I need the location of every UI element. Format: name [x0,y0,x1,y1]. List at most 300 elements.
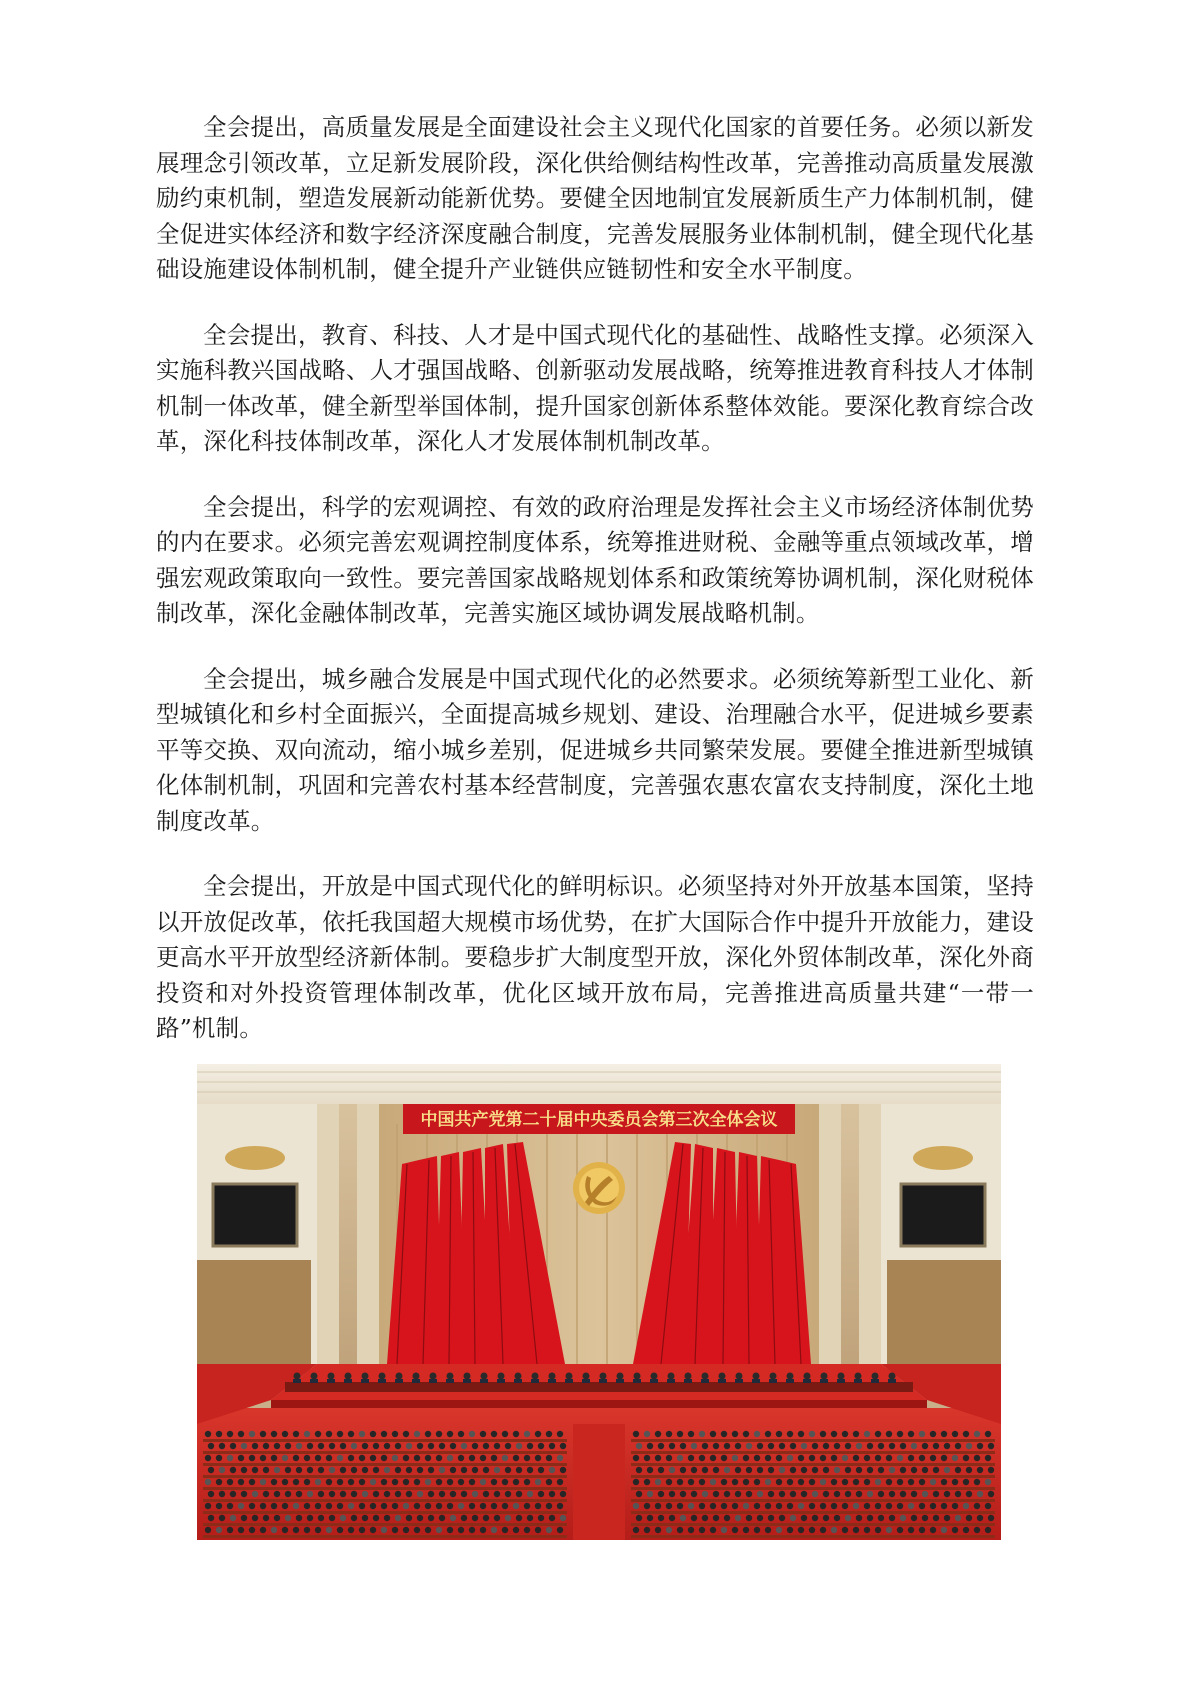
audience-member [373,1491,379,1497]
audience-member [381,1431,387,1437]
presidium-member [838,1373,845,1380]
audience-member [527,1515,533,1521]
audience-member [483,1443,489,1449]
presidium-member-body [344,1379,352,1383]
audience-member [249,1479,255,1485]
audience-member [765,1431,771,1437]
audience-member [527,1491,533,1497]
audience-member [469,1431,475,1437]
audience-member [414,1503,420,1509]
audience-member [392,1503,398,1509]
presidium-member [617,1373,624,1380]
audience-member [636,1443,642,1449]
audience-member [546,1527,552,1533]
audience-member [757,1515,763,1521]
audience-member [461,1443,467,1449]
audience-desk [631,1535,995,1538]
audience-member [710,1455,716,1461]
presidium-member [583,1373,590,1380]
presidium-member-body [667,1379,675,1383]
audience-desk [203,1451,567,1454]
presidium-member [532,1373,539,1380]
audience-member [853,1503,859,1509]
audience-member [285,1467,291,1473]
audience-member [392,1431,398,1437]
audience-member [285,1443,291,1449]
audience-member [988,1467,994,1473]
audience-member [436,1503,442,1509]
audience-member [227,1503,233,1509]
audience-desk [631,1511,995,1514]
audience-member [930,1455,936,1461]
audience-member [886,1527,892,1533]
audience-member [296,1443,302,1449]
audience-member [403,1527,409,1533]
audience-member [977,1443,983,1449]
audience-member [985,1527,991,1533]
audience-desk [631,1475,995,1478]
audience-member [351,1515,357,1521]
audience-member [535,1503,541,1509]
audience-member [315,1431,321,1437]
audience-member [688,1479,694,1485]
presidium-member [328,1373,335,1380]
audience-member [713,1515,719,1521]
audience-member [933,1491,939,1497]
audience-member [636,1515,642,1521]
audience-member [227,1479,233,1485]
audience-member [919,1431,925,1437]
audience-member [856,1491,862,1497]
audience-member [831,1455,837,1461]
audience-member [735,1491,741,1497]
audience-member [974,1455,980,1461]
audience-member [403,1479,409,1485]
audience-member [845,1515,851,1521]
audience-member [691,1467,697,1473]
audience-member [867,1443,873,1449]
audience-member [699,1455,705,1461]
audience-member [417,1467,423,1473]
presidium-member [872,1373,879,1380]
audience-member [307,1491,313,1497]
audience-member [952,1431,958,1437]
audience-member [230,1491,236,1497]
audience-member [823,1443,829,1449]
audience-member [384,1467,390,1473]
audience-member [370,1455,376,1461]
audience-member [889,1443,895,1449]
presidium-member [702,1373,709,1380]
audience-member [205,1455,211,1461]
audience-member [933,1467,939,1473]
audience-member [864,1527,870,1533]
audience-member [952,1479,958,1485]
audience-member [985,1455,991,1461]
audience-member [831,1527,837,1533]
audience-member [878,1491,884,1497]
audience-member [680,1491,686,1497]
audience-member [702,1491,708,1497]
audience-member [856,1443,862,1449]
audience-member [351,1443,357,1449]
audience-member [955,1443,961,1449]
presidium-member-body [650,1379,658,1383]
audience-member [963,1527,969,1533]
presidium-member-body [497,1379,505,1383]
audience-member [293,1431,299,1437]
audience-member [326,1455,332,1461]
audience-member [329,1491,335,1497]
presidium-member [651,1373,658,1380]
audience-member [337,1479,343,1485]
audience-member [315,1455,321,1461]
audience-member [472,1467,478,1473]
audience-member [834,1515,840,1521]
audience-member [340,1443,346,1449]
audience-member [823,1467,829,1473]
audience-member [765,1503,771,1509]
audience-member [688,1503,694,1509]
audience-member [230,1443,236,1449]
audience-member [699,1527,705,1533]
audience-member [688,1431,694,1437]
audience-member [831,1431,837,1437]
audience-member [238,1503,244,1509]
audience-member [842,1503,848,1509]
audience-member [798,1431,804,1437]
audience-member [922,1443,928,1449]
audience-member [647,1443,653,1449]
audience-member [691,1491,697,1497]
audience-member [494,1515,500,1521]
audience-member [691,1515,697,1521]
audience-member [241,1515,247,1521]
audience-member [395,1467,401,1473]
presidium-member [549,1373,556,1380]
audience-member [329,1515,335,1521]
audience-member [307,1467,313,1473]
audience-member [337,1455,343,1461]
audience-member [655,1431,661,1437]
audience-member [406,1491,412,1497]
audience-member [491,1527,497,1533]
audience-member [216,1455,222,1461]
audience-member [864,1431,870,1437]
audience-member [677,1479,683,1485]
audience-member [395,1515,401,1521]
audience-member [513,1503,519,1509]
audience-desk [631,1451,995,1454]
audience-member [856,1467,862,1473]
audience-member [304,1431,310,1437]
audience-member [505,1443,511,1449]
audience-member [669,1515,675,1521]
audience-member [985,1503,991,1509]
audience-member [362,1491,368,1497]
audience-member [450,1491,456,1497]
audience-member [952,1527,958,1533]
audience-member [875,1455,881,1461]
audience-member [878,1515,884,1521]
audience-member [812,1467,818,1473]
audience-member [644,1527,650,1533]
audience-member [296,1467,302,1473]
audience-member [776,1431,782,1437]
audience-member [647,1491,653,1497]
audience-member [538,1467,544,1473]
audience-member [370,1431,376,1437]
audience-member [227,1455,233,1461]
presidium-member [753,1373,760,1380]
audience-member [241,1491,247,1497]
audience-member [425,1479,431,1485]
audience-desk [631,1499,995,1502]
audience-member [842,1455,848,1461]
audience-member [428,1443,434,1449]
audience-member [754,1455,760,1461]
audience-desk [631,1439,995,1442]
audience-member [461,1491,467,1497]
audience-member [502,1503,508,1509]
audience-member [853,1479,859,1485]
audience-member [483,1515,489,1521]
audience-member [820,1503,826,1509]
audience-member [699,1431,705,1437]
audience-member [318,1491,324,1497]
audience-member [779,1515,785,1521]
audience-member [527,1443,533,1449]
presidium-member [515,1373,522,1380]
audience-member [439,1491,445,1497]
audience-member [710,1503,716,1509]
audience-member [941,1527,947,1533]
audience-member [776,1527,782,1533]
audience-member [373,1467,379,1473]
audience-member [494,1467,500,1473]
audience-member [392,1479,398,1485]
audience-member [886,1479,892,1485]
presidium-member-body [480,1379,488,1383]
audience-member [513,1431,519,1437]
audience-member [263,1515,269,1521]
audience-member [472,1515,478,1521]
audience-member [963,1503,969,1509]
audience-member [812,1515,818,1521]
audience-member [900,1515,906,1521]
audience-member [450,1515,456,1521]
audience-member [724,1491,730,1497]
audience-member [933,1515,939,1521]
audience-member [359,1455,365,1461]
audience-member [252,1491,258,1497]
audience-member [688,1455,694,1461]
audience-member [988,1443,994,1449]
presidium-member [345,1373,352,1380]
audience-member [326,1431,332,1437]
audience-member [710,1431,716,1437]
audience-member [557,1527,563,1533]
audience-member [809,1503,815,1509]
audience-member [930,1479,936,1485]
presidium-member-body [565,1379,573,1383]
audience-desk [203,1475,567,1478]
audience-member [348,1503,354,1509]
audience-member [743,1431,749,1437]
presidium-member [736,1373,743,1380]
audience-member [776,1479,782,1485]
presidium-member [685,1373,692,1380]
audience-member [966,1515,972,1521]
audience-member [922,1491,928,1497]
audience-member [304,1479,310,1485]
audience-desk [631,1463,995,1466]
presidium-member [498,1373,505,1380]
presidium-member-body [361,1379,369,1383]
audience-member [765,1527,771,1533]
audience-member [765,1479,771,1485]
audience-member [743,1479,749,1485]
audience-member [699,1479,705,1485]
audience-member [922,1515,928,1521]
audience-member [557,1455,563,1461]
audience-member [787,1455,793,1461]
audience-member [941,1479,947,1485]
audience-member [260,1503,266,1509]
presidium-member-body [463,1379,471,1383]
plenary-session-photo [197,1064,1001,1540]
audience-member [776,1503,782,1509]
audience-member [721,1455,727,1461]
audience-member [216,1431,222,1437]
presidium-member [634,1373,641,1380]
presidium-member-body [701,1379,709,1383]
audience-member [963,1431,969,1437]
audience-member [348,1479,354,1485]
audience-member [757,1443,763,1449]
audience-member [447,1527,453,1533]
audience-member [746,1491,752,1497]
audience-member [853,1431,859,1437]
presidium-member [362,1373,369,1380]
audience-member [710,1479,716,1485]
audience-desk [203,1487,567,1490]
audience-member [494,1491,500,1497]
audience-desk [203,1535,567,1538]
audience-member [864,1455,870,1461]
audience-member [538,1443,544,1449]
audience-member [293,1527,299,1533]
presidium-table [285,1382,913,1392]
audience-member [820,1479,826,1485]
audience-member [886,1455,892,1461]
audience-member [469,1479,475,1485]
audience-member [513,1527,519,1533]
audience-member [370,1503,376,1509]
audience-member [549,1491,555,1497]
audience-member [853,1455,859,1461]
ornament-left [225,1146,285,1170]
audience-member [688,1527,694,1533]
audience-member [557,1431,563,1437]
audience-member [384,1515,390,1521]
audience-member [768,1515,774,1521]
audience-member [644,1479,650,1485]
audience-member [447,1455,453,1461]
audience-member [787,1479,793,1485]
audience-member [560,1467,566,1473]
audience-member [502,1479,508,1485]
presidium-member-body [395,1379,403,1383]
audience-member [779,1467,785,1473]
audience-member [538,1491,544,1497]
presidium-member [430,1373,437,1380]
audience-member [710,1527,716,1533]
audience-member [491,1479,497,1485]
audience-member [867,1515,873,1521]
audience-member [439,1443,445,1449]
audience-member [381,1503,387,1509]
audience-member [930,1431,936,1437]
audience-member [348,1527,354,1533]
audience-member [886,1431,892,1437]
audience-member [721,1479,727,1485]
audience-member [757,1467,763,1473]
presidium-member [668,1373,675,1380]
audience-member [535,1479,541,1485]
audience-member [988,1491,994,1497]
presidium-member [311,1373,318,1380]
audience-member [447,1479,453,1485]
audience-member [677,1455,683,1461]
audience-member [241,1443,247,1449]
audience-member [798,1479,804,1485]
audience-member [359,1431,365,1437]
audience-member [655,1455,661,1461]
audience-member [911,1443,917,1449]
audience-member [472,1443,478,1449]
audience-member [831,1503,837,1509]
audience-member [381,1455,387,1461]
presidium-member-body [616,1379,624,1383]
audience-member [809,1527,815,1533]
audience-member [535,1455,541,1461]
audience-member [732,1431,738,1437]
audience-member [304,1455,310,1461]
audience-member [636,1467,642,1473]
audience-member [669,1491,675,1497]
audience-member [516,1443,522,1449]
audience-member [941,1431,947,1437]
audience-member [381,1479,387,1485]
audience-member [941,1455,947,1461]
audience-member [867,1467,873,1473]
presidium-member-body [582,1379,590,1383]
audience-member [392,1455,398,1461]
audience-member [216,1479,222,1485]
audience-member [227,1431,233,1437]
audience-member [425,1527,431,1533]
audience-member [977,1467,983,1473]
presidium-member [770,1373,777,1380]
audience-member [458,1455,464,1461]
audience-member [458,1503,464,1509]
audience-member [216,1503,222,1509]
audience-member [351,1491,357,1497]
audience-member [502,1431,508,1437]
audience-member [633,1503,639,1509]
ornament-right [913,1146,973,1170]
